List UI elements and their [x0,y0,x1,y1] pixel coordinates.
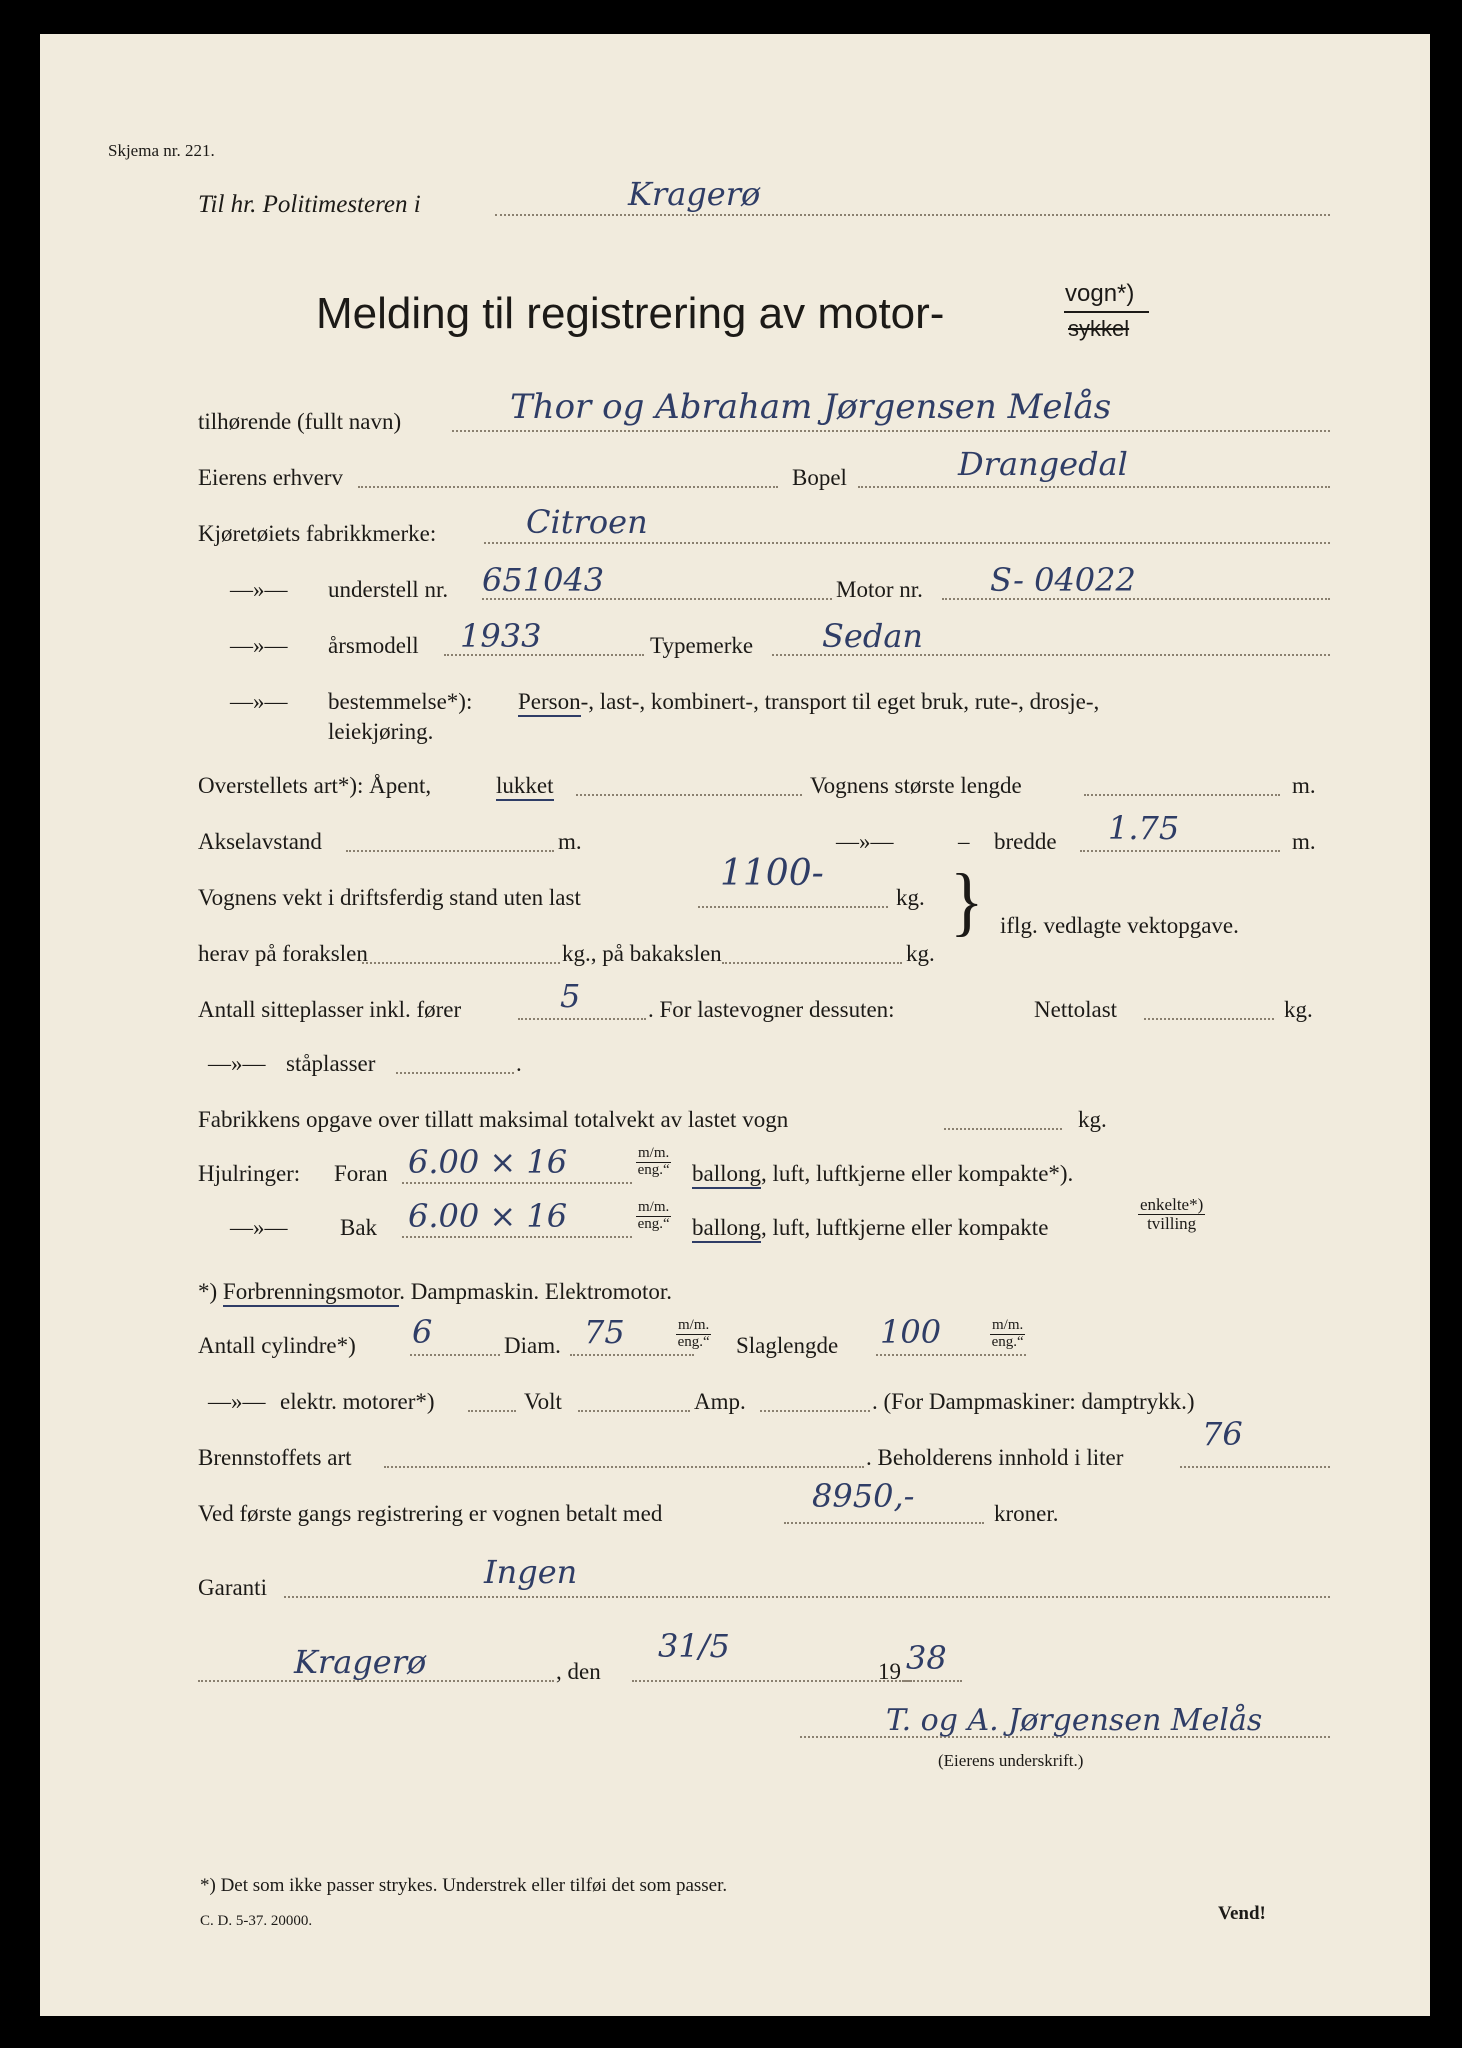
date-label: , den [556,1659,601,1684]
model-year-value: 1933 [460,617,542,655]
max-weight-label: Fabrikkens opgave over tillatt maksimal totalvekt av lastet vogn [198,1107,789,1132]
form-title: Melding til registrering av motor- [316,289,945,338]
tires-front-value: 6.00 × 16 [408,1143,568,1181]
year-suffix: 38 [906,1639,947,1677]
occupation-line [358,486,778,488]
weight-brace: } [950,859,984,945]
tires-rear-unit: m/m. eng.“ [637,1199,670,1232]
footer-note: *) Det som ikke passer strykes. Understrek eller tilføi det som passer. [200,1875,728,1896]
tires-rear-value: 6.00 × 16 [408,1197,568,1235]
seats-value: 5 [560,977,581,1015]
guarantee-label: Garanti [198,1575,267,1600]
guarantee-value: Ingen [484,1553,578,1591]
electric-label: elektr. motorer*) [280,1389,435,1414]
ditto-width: —»— [836,829,894,854]
motor-label: Motor nr. [836,577,923,602]
tires-front-line [402,1182,632,1184]
form-number: Skjema nr. 221. [108,141,215,160]
ditto-standing: —»— [208,1051,266,1076]
engine-type: *) Forbrenningsmotor. Dampmaskin. Elektromotor. [198,1280,672,1303]
ditto-tires-rear: —»— [230,1215,288,1240]
ditto-purpose: —»— [230,689,288,714]
amp-label: Amp. [694,1389,746,1414]
body-line [576,794,802,796]
axle-label: Akselavstand [198,829,322,854]
payment-currency: kroner. [994,1501,1059,1526]
volt-line [578,1410,690,1412]
stroke-line [876,1354,1026,1356]
cylinders-value: 6 [412,1313,433,1351]
body-label: Overstellets art*): Åpent, [198,773,432,798]
weight-note: iflg. vedlagte vektopgave. [1000,913,1239,938]
steam-label: . (For Dampmaskiner: damptrykk.) [872,1389,1195,1414]
net-load-line [1144,1018,1274,1020]
owner-name-line [452,430,1330,432]
owner-name-value: Thor og Abraham Jørgensen Melås [510,387,1112,427]
weight-line [698,906,888,908]
date-value: 31/5 [658,1627,730,1665]
make-label: Kjøretøiets fabrikkmerke: [198,521,437,546]
rear-axle-line [722,962,902,964]
date-line [632,1680,912,1682]
net-load-label: Nettolast [1034,997,1118,1022]
owner-name-label: tilhørende (fullt navn) [198,409,402,434]
volt-label: Volt [524,1389,562,1414]
addressee-label: Til hr. Politimesteren i [198,191,421,218]
max-weight-unit: kg. [1078,1107,1107,1132]
weight-value: 1100- [720,853,824,894]
stroke-value: 100 [880,1313,942,1351]
residence-label: Bopel [792,465,847,490]
form-page: Skjema nr. 221. Til hr. Politimesteren i Kragerø Melding til registrering av motor- vogn*) sykkel tilhørende (fullt navn) Thor og Abraham Jørgensen Melås Eierens erhverv Bopel Drangedal Kjøretøiets fabrikkmerke: Citroen —»— understell nr. 651043 Motor nr. S- 04022 —»— årsmodell 1933 Typemerke Sedan —»— bestemmelse*): Person-, last-, kombinert-, transport til eget bruk, rute-, drosje-, leiekjøring. Overstellets art*): Åpent, lukket Vognens største lengde m. Akselavstand m. —»— – bredde 1.75 m. Vognens vekt i driftsferdig stand uten last 1100- kg. herav på forakslen kg., på bakakslen kg. } iflg. vedlagte vektopgave. Antall sitteplasser inkl. fører 5 . For lastevogner dessuten: Nettolast kg. —»— ståplasser . Fabrikkens opgave over tillatt maksimal totalvekt av lastet vogn kg. Hjulringer: Foran 6.00 × 16 m/m. eng.“ ballong, luft, luftkjerne eller kompakte*). —»— Bak 6.00 × 16 m/m. eng.“ ballong, luft, luftkjerne eller kompakte enkelte*) tvilling *) Forbrenningsmotor. Dampmaskin. Elektromotor. Antall cylindre*) 6 Diam. 75 m/m. eng.“ Slaglengde 100 m/m. eng.“ —»— elektr. motorer*) Volt Amp. . (For Dampmaskiner: damptrykk.) Brennstoffets art . Beholderens innhold i liter 76 Ved første gangs registrering er vognen betalt med 8950,- kroner. Garanti Ingen Kragerø , den 31/5 19 38 T. og A. Jørgensen Melås (Eierens underskrift.) *) Det som ikke passer strykes. Understrek eller tilføi det som passer. C. D. 5-37. 20000. Vend! [40,34,1430,2016]
bore-unit: m/m. eng.“ [677,1317,710,1350]
weight-label: Vognens vekt i driftsferdig stand uten last [198,885,581,910]
model-year-label: årsmodell [328,633,419,658]
title-option-sykkel: sykkel [1068,316,1130,341]
standing-line [396,1072,514,1074]
net-load-unit: kg. [1284,997,1313,1022]
signature-caption: (Eierens underskrift.) [938,1751,1084,1770]
stroke-label: Slaglengde [736,1333,839,1358]
body-selected: lukket [496,774,554,797]
tires-front-type: ballong, luft, luftkjerne eller kompakte*). [692,1162,1073,1185]
chassis-label: understell nr. [328,577,449,602]
bore-line [570,1354,694,1356]
ditto-chassis: —»— [230,577,288,602]
payment-line [784,1522,984,1524]
motor-value: S- 04022 [990,561,1136,599]
length-line [1084,794,1280,796]
rear-axle-unit: kg. [906,941,935,966]
purpose-options [518,690,1099,713]
front-axle-label: herav på forakslen [198,941,368,966]
addressee-line [495,214,1330,216]
tires-rear-type: ballong, luft, luftkjerne eller kompakte [692,1216,1048,1239]
ditto-model-year: —»— [230,633,288,658]
type-label: Typemerke [650,633,754,658]
width-unit: m. [1292,829,1316,854]
axle-unit: m. [558,829,582,854]
type-value: Sedan [822,617,924,655]
year-line [902,1680,962,1682]
rear-axle-label: kg., på bakakslen [562,941,722,966]
weight-unit: kg. [896,885,925,910]
make-line [484,542,1330,544]
addressee-value: Kragerø [628,175,761,213]
ditto-electric: —»— [208,1389,266,1414]
place-value: Kragerø [294,1643,427,1681]
tires-rear-line [402,1236,632,1238]
tank-label: . Beholderens innhold i liter [866,1445,1124,1470]
title-fraction-bar [1064,311,1149,313]
length-label: Vognens største lengde [810,773,1022,798]
purpose-line2: leiekjøring. [328,719,434,744]
bore-value: 75 [584,1313,625,1351]
cylinders-line [410,1354,500,1356]
residence-value: Drangedal [958,445,1128,483]
front-axle-line [362,962,560,964]
seats-line [518,1018,646,1020]
electric-line [468,1410,516,1412]
width-value: 1.75 [1108,809,1180,847]
occupation-label: Eierens erhverv [198,465,343,490]
turn-over: Vend! [1218,1903,1266,1924]
signature-value: T. og A. Jørgensen Melås [886,1703,1263,1738]
year-prefix: 19 [878,1659,901,1684]
cylinders-label: Antall cylindre*) [198,1333,356,1358]
tires-label: Hjulringer: [198,1161,301,1186]
residence-line [858,486,1330,488]
width-line [1080,850,1280,852]
print-code: C. D. 5-37. 20000. [200,1913,313,1929]
chassis-value: 651043 [482,561,605,599]
tank-value: 76 [1202,1415,1243,1453]
tires-front-label: Foran [334,1161,388,1186]
axle-line [346,850,554,852]
length-unit: m. [1292,773,1316,798]
tires-front-unit: m/m. eng.“ [637,1145,670,1178]
payment-label: Ved første gangs registrering er vognen betalt med [198,1501,663,1526]
cargo-label: . For lastevogner dessuten: [648,997,895,1022]
payment-value: 8950,- [812,1477,915,1515]
fuel-label: Brennstoffets art [198,1445,352,1470]
tank-line [1180,1466,1330,1468]
title-option-vogn: vogn*) [1065,280,1135,307]
make-value: Citroen [526,503,648,541]
purpose-label: bestemmelse*): [328,689,473,714]
fuel-line [384,1466,864,1468]
amp-line [760,1410,870,1412]
stroke-unit: m/m. eng.“ [991,1317,1024,1350]
width-dash: – [958,829,970,854]
tires-mount: enkelte*) tvilling [1140,1195,1204,1233]
max-weight-line [944,1128,1062,1130]
seats-label: Antall sitteplasser inkl. fører [198,997,462,1022]
tires-rear-label: Bak [340,1215,378,1240]
purpose-selected: Person [518,689,581,717]
standing-label: ståplasser [286,1051,376,1076]
purpose-rest: -, last-, kombinert-, transport til eget bruk, rute-, drosje-, [580,689,1100,714]
guarantee-line [284,1596,1330,1598]
bore-label: Diam. [504,1333,561,1358]
width-label: bredde [994,829,1057,854]
